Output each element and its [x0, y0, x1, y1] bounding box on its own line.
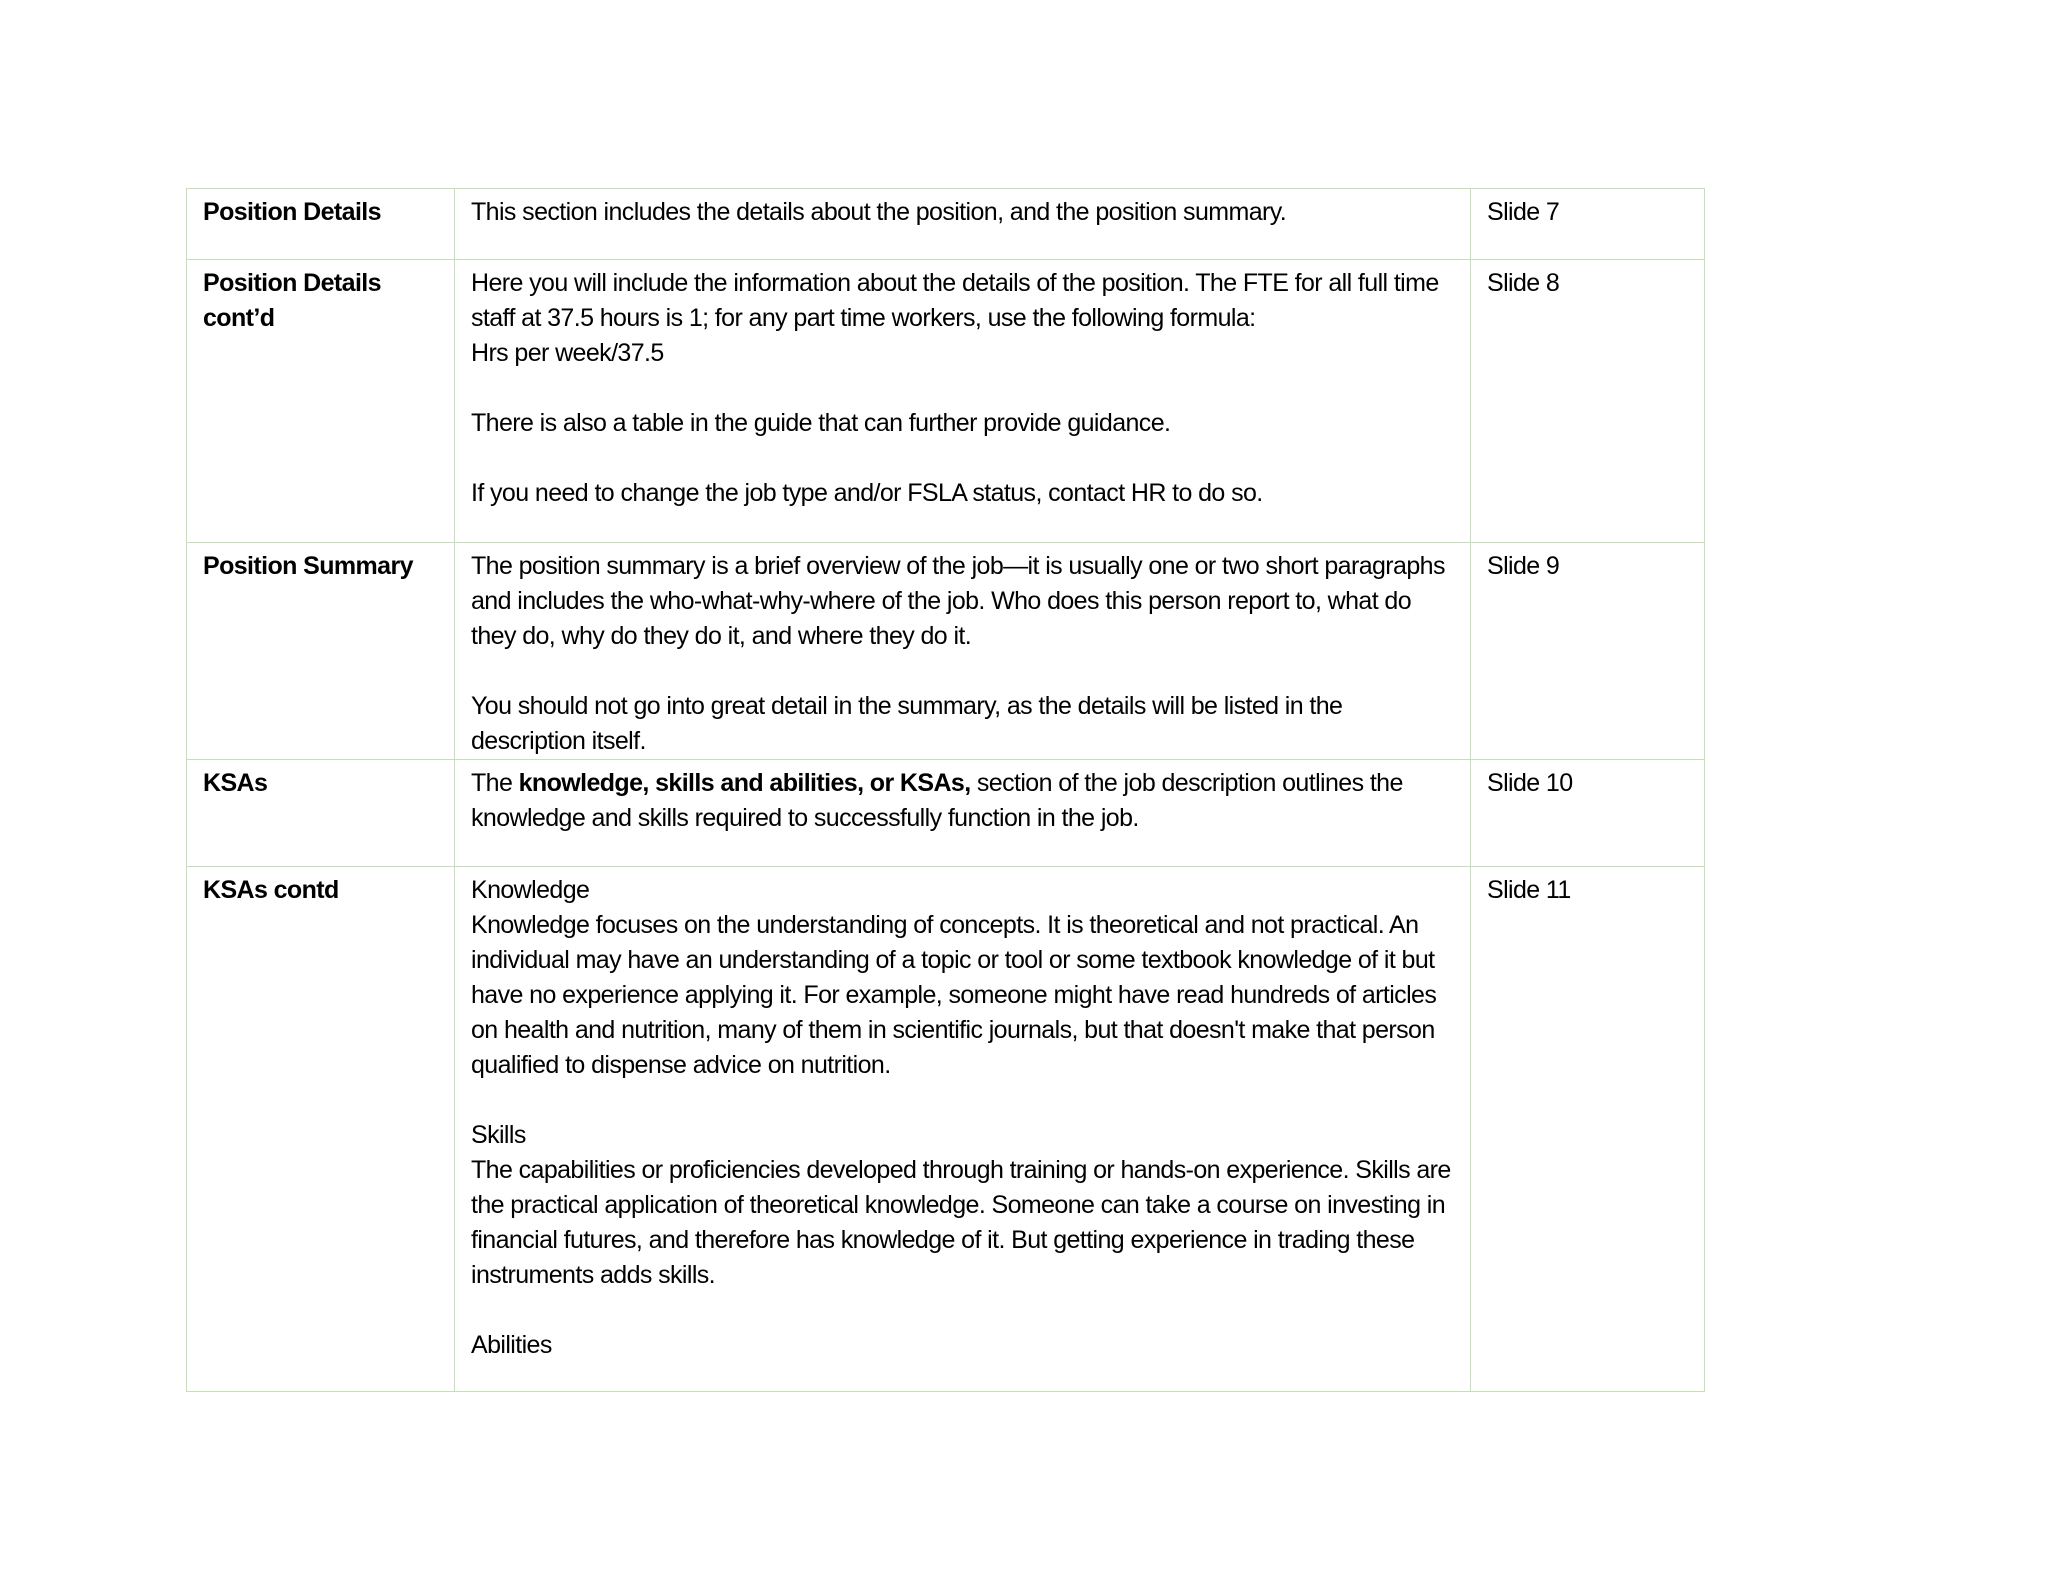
job-description-guide-table [186, 188, 1705, 1392]
section-description [455, 867, 1471, 1392]
section-description [455, 760, 1471, 867]
description-paragraph: The position summary is a brief overview of the job—it is usually one or two short paragraphs and includes the who-what-why-where of the job. Who does this person report to, what do they do, why do they do it, and where they do it. [471, 552, 1445, 650]
section-description [455, 543, 1471, 760]
ksa-bold-term: knowledge, skills and abilities, or KSAs, [518, 769, 971, 797]
subheading-abilities: Abilities [471, 1331, 552, 1359]
description-paragraph: Knowledge focuses on the understanding of concepts. It is theoretical and not practical. An individual may have an understanding of a topic or tool or some textbook knowledge of it but have no experience applying it. For example, someone might have read hundreds of articles on health and nutrition, many of them in scientific journals, but that doesn't make that person qualified to dispense advice on nutrition. [471, 911, 1437, 1079]
description-paragraph: You should not go into great detail in the summary, as the details will be listed in the description itself. [471, 692, 1343, 755]
description-paragraph: The capabilities or proficiencies developed through training or hands-on experience. Skills are the practical application of theoretical knowledge. Someone can take a course on investing in financial futures, and therefore has knowledge of it. But getting experience in trading these instruments adds skills. [471, 1156, 1451, 1289]
section-label: Position Summary [187, 543, 455, 760]
subheading-knowledge: Knowledge [471, 876, 590, 904]
description-paragraph: This section includes the details about the position, and the position summary. [471, 198, 1287, 226]
slide-reference: Slide 8 [1471, 260, 1705, 543]
description-paragraph: If you need to change the job type and/or FSLA status, contact HR to do so. [471, 479, 1263, 507]
table-row-ksas [187, 760, 1705, 867]
description-paragraph: Here you will include the information about the details of the position. The FTE for all full time staff at 37.5 hours is 1; for any part time workers, use the following formula: [471, 269, 1439, 332]
slide-reference: Slide 7 [1471, 189, 1705, 260]
slide-reference: Slide 10 [1471, 760, 1705, 867]
table-row-ksas-contd [187, 867, 1705, 1392]
ksa-prefix: The [471, 769, 519, 797]
section-description [455, 189, 1471, 260]
section-description [455, 260, 1471, 543]
table-row-position-details [187, 189, 1705, 260]
slide-reference: Slide 9 [1471, 543, 1705, 760]
subheading-skills: Skills [471, 1121, 526, 1149]
section-label: Position Details [187, 189, 455, 260]
ksa-suffix: section of the job description outlines the knowledge and skills required to successfully function in the job. [471, 769, 1403, 832]
table-row-position-summary [187, 543, 1705, 760]
slide-reference: Slide 11 [1471, 867, 1705, 1392]
description-paragraph: Hrs per week/37.5 [471, 339, 664, 367]
description-paragraph [471, 766, 1454, 836]
description-paragraph: There is also a table in the guide that can further provide guidance. [471, 409, 1171, 437]
section-label: KSAs [187, 760, 455, 867]
table-row-position-details-contd [187, 260, 1705, 543]
section-label: Position Details cont’d [187, 260, 455, 543]
section-label: KSAs contd [187, 867, 455, 1392]
